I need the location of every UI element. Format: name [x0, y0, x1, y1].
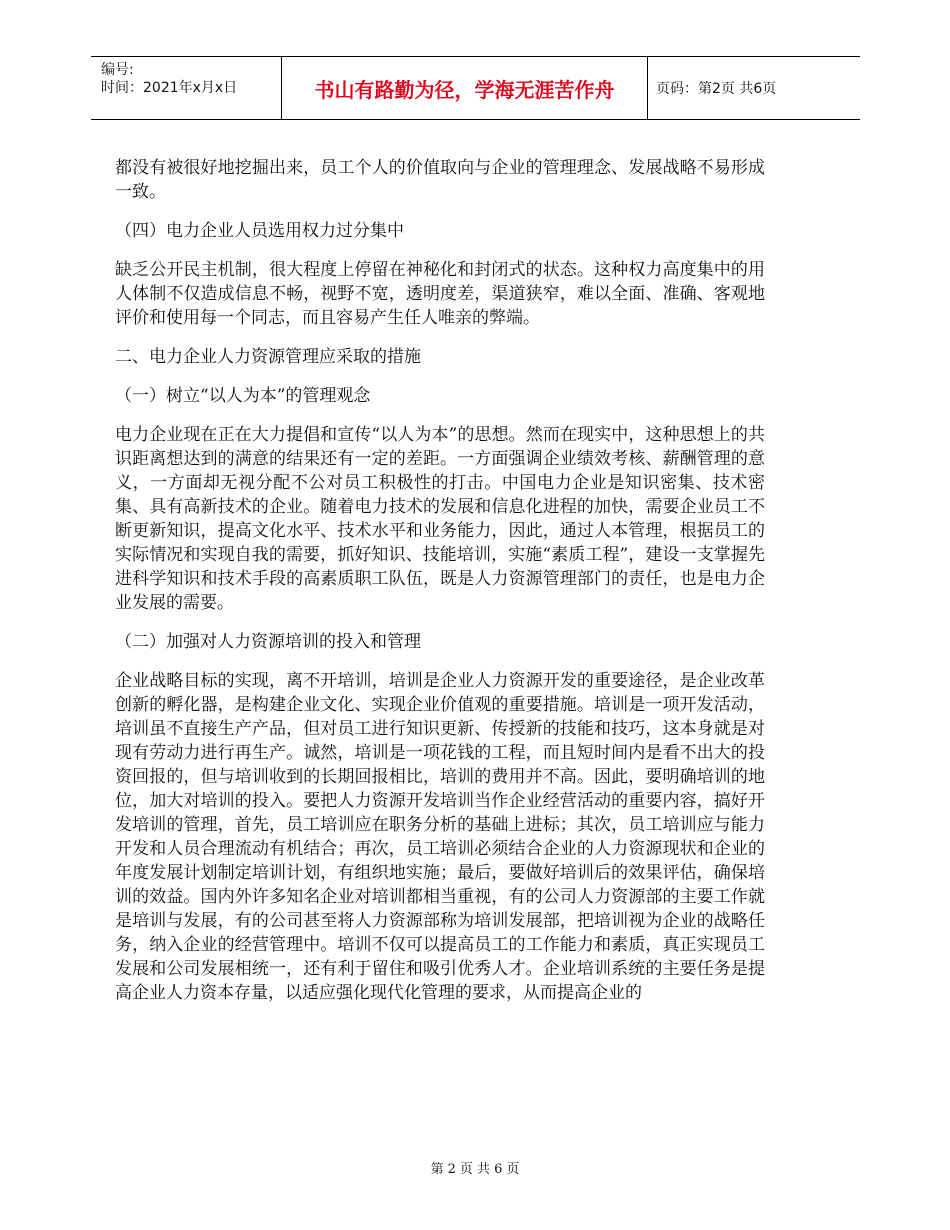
body-paragraph: 企业战略目标的实现，离不开培训，培训是企业人力资源开发的重要途径，是企业改革创新的孵化器，是构建企业文化、实现企业价值观的重要措施。培训是一项开发活动，培训虽不直接生产产品，但对员工进行知识更新、传授新的技能和技巧，这本身就是对现有劳动力进行再生产。诚然，培训是一项花钱的工程，而且短时间内是看不出大的投资回报的，但与培训收到的长期回报相比，培训的费用并不高。因此，要明确培训的地位，加大对培训的投入。要把人力资源开发培训当作企业经营活动的重要内容，搞好开发培训的管理，首先，员工培训应在职务分析的基础上进标；其次，员工培训应与能力开发和人员合理流动有机结合；再次，员工培训必须结合企业的人力资源现状和企业的年度发展计划制定培训计划，有组织地实施；最后，要做好培训后的效果评估，确保培训的效益。国内外许多知名企业对培训都相当重视，有的公司人力资源部的主要工作就是培训与发展，有的公司甚至将人力资源部称为培训发展部，把培训视为企业的战略任务，纳入企业的经营管理中。培训不仅可以提高员工的工作能力和素质，真正实现员工发展和公司发展相统一，还有利于留住和吸引优秀人才。企业培训系统的主要任务是提高企业人力资本存量，以适应强化现代化管理的要求，从而提高企业的 — [115, 671, 765, 1003]
footer-page-number: 2 — [447, 1162, 456, 1177]
header-meta — [91, 57, 281, 119]
header-page-label: 页码：第2页 共6页 — [656, 81, 777, 97]
footer-middle: 页 共 — [459, 1162, 491, 1177]
section-heading: 二、电力企业人力资源管理应采取的措施 — [115, 347, 421, 367]
footer-prefix: 第 — [430, 1162, 444, 1177]
page-header — [91, 56, 860, 120]
footer-suffix: 页 — [506, 1162, 520, 1177]
document-number-label: 编号: — [101, 62, 134, 78]
section-heading: （四）电力企业人员选用权力过分集中 — [115, 221, 404, 241]
page-footer — [0, 1158, 950, 1177]
section-heading: （二）加强对人力资源培训的投入和管理 — [115, 632, 421, 652]
header-motto: 书山有路勤为径，学海无涯苦作舟 — [281, 57, 648, 119]
body-paragraph: 都没有被很好地挖掘出来，员工个人的价值取向与企业的管理理念、发展战略不易形成一致。 — [115, 158, 765, 202]
footer-total-pages: 6 — [494, 1162, 503, 1177]
section-heading: （一）树立“以人为本”的管理观念 — [115, 386, 371, 406]
document-time-label: 时间：2021年x月x日 — [101, 80, 238, 96]
body-paragraph: 缺乏公开民主机制，很大程度上停留在神秘化和封闭式的状态。这种权力高度集中的用人体制不仅造成信息不畅，视野不宽，透明度差，渠道狭窄，难以全面、准确、客观地评价和使用每一个同志，而且容易产生任人唯亲的弊端。 — [115, 260, 765, 328]
document-body — [115, 156, 765, 1020]
body-paragraph: 电力企业现在正在大力提倡和宣传“以人为本”的思想。然而在现实中，这种思想上的共识距离想达到的满意的结果还有一定的差距。一方面强调企业绩效考核、薪酬管理的意义，一方面却无视分配不公对员工积极性的打击。中国电力企业是知识密集、技术密集、具有高新技术的企业。随着电力技术的发展和信息化进程的加快，需要企业员工不断更新知识，提高文化水平、技术水平和业务能力，因此，通过人本管理，根据员工的实际情况和实现自我的需要，抓好知识、技能培训，实施“素质工程”，建设一支掌握先进科学知识和技术手段的高素质职工队伍，既是人力资源管理部门的责任，也是电力企业发展的需要。 — [115, 425, 765, 613]
